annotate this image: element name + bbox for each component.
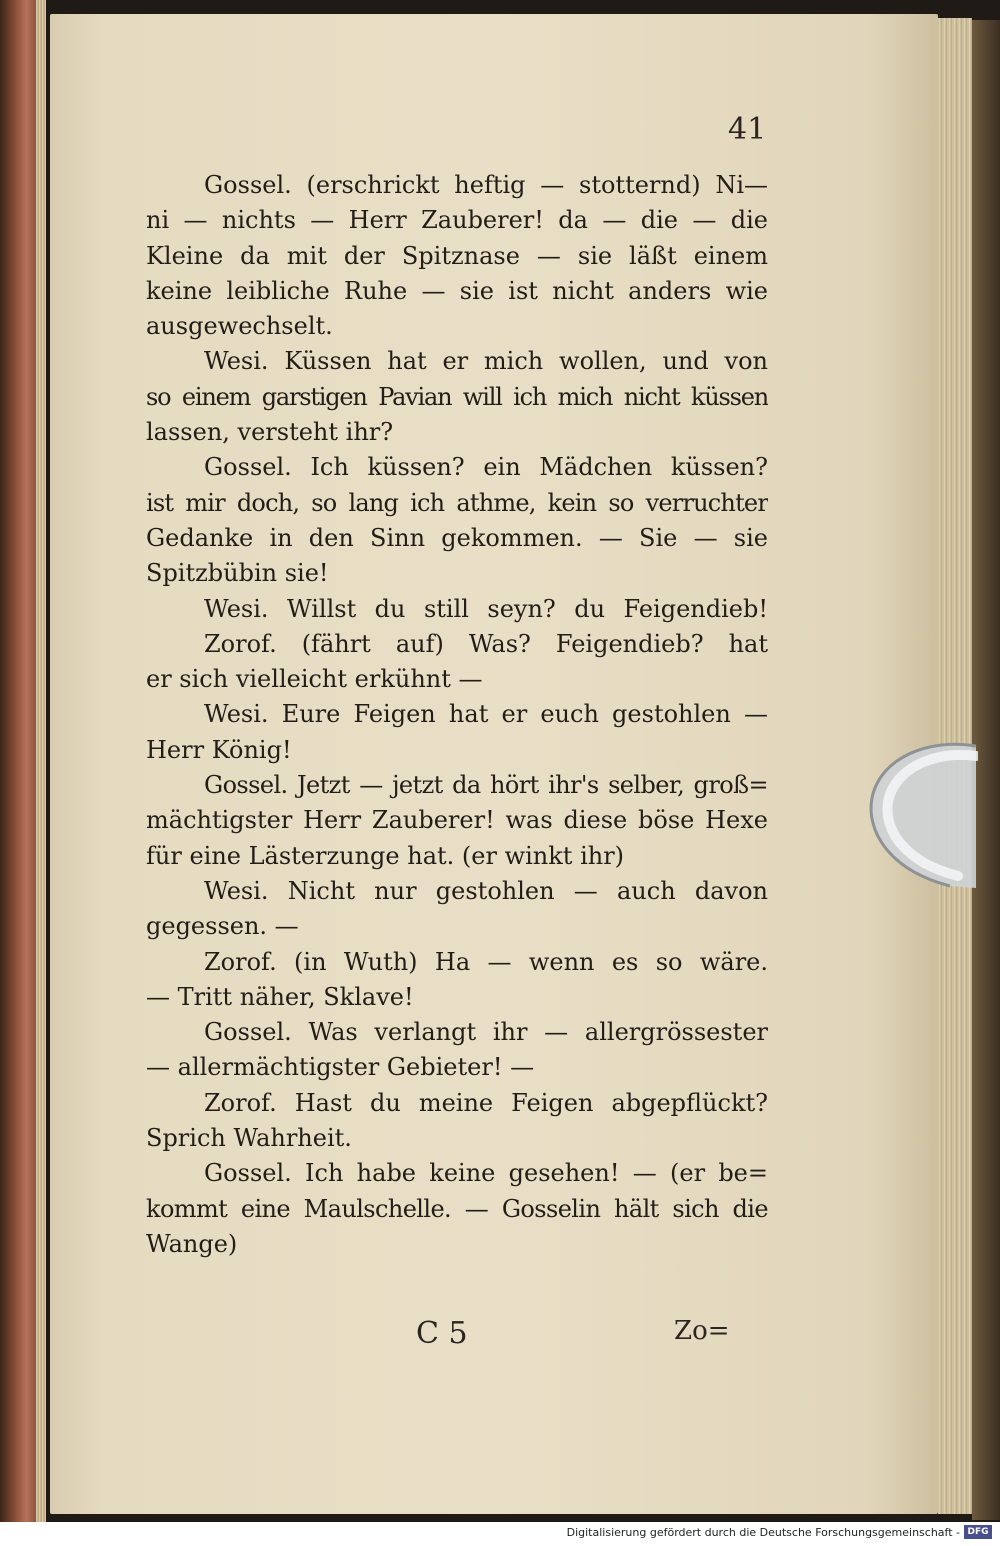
text-line: Zorof. (in Wuth) Ha — wenn es so wäre. [204, 947, 768, 976]
text-line: Wange) [146, 1229, 238, 1258]
catchword: Zo= [674, 1316, 730, 1346]
text-line: Wesi. Küssen hat er mich wollen, und von [204, 347, 768, 376]
text-line: Wesi. Willst du still seyn? du Feigendieb! [204, 594, 768, 623]
funding-credit: Digitalisierung gefördert durch die Deutsche Forschungsgemeinschaft - [566, 1526, 960, 1539]
text-line: ist mir doch, so lang ich athme, kein so verruchter [146, 488, 768, 517]
digitization-footer [0, 1522, 1000, 1546]
page-stack [36, 0, 46, 1522]
text-line: Gossel. Was verlangt ihr — allergrössester [204, 1018, 768, 1047]
text-line: — Tritt näher, Sklave! [146, 982, 414, 1011]
left-page-edge [0, 0, 44, 1522]
text-line: keine leibliche Ruhe — sie ist nicht anders wie [146, 276, 768, 305]
text-line: Wesi. Nicht nur gestohlen — auch davon [204, 876, 768, 905]
text-line: Spitzbübin sie! [146, 559, 329, 588]
dfg-logo: DFG [964, 1525, 992, 1539]
text-line: kommt eine Maulschelle. — Gosselin hält sich die [146, 1194, 768, 1223]
page-text [146, 168, 768, 1262]
text-line: er sich vielleicht erkühnt — [146, 665, 483, 694]
text-line: lassen, versteht ihr? [146, 418, 394, 447]
text-line: Gedanke in den Sinn gekommen. — Sie — sie [146, 523, 768, 552]
text-line: — allermächtigster Gebieter! — [146, 1053, 535, 1082]
page-number: 41 [728, 112, 767, 147]
text-line: ni — nichts — Herr Zauberer! da — die — die [146, 206, 768, 235]
text-line: für eine Lästerzunge hat. (er winkt ihr) [146, 841, 625, 870]
text-line: Sprich Wahrheit. [146, 1124, 352, 1153]
text-line: Gossel. (erschrickt heftig — stotternd) Ni— [204, 171, 768, 199]
page-clip-icon [858, 738, 978, 890]
text-line: mächtigster Herr Zauberer! was diese böse Hexe [146, 806, 768, 835]
text-line: so einem garstigen Pavian will ich mich nicht küssen [146, 382, 768, 411]
text-line: Zorof. Hast du meine Feigen abgepflückt? [204, 1088, 768, 1117]
page-footer [146, 1316, 768, 1356]
text-line: Gossel. Jetzt — jetzt da hört ihr's selber, groß= [204, 771, 768, 800]
text-line: ausgewechselt. [146, 312, 333, 341]
signature-mark: C 5 [416, 1316, 468, 1351]
text-line: Gossel. Ich habe keine gesehen! — (er be= [204, 1159, 768, 1188]
text-line: Gossel. Ich küssen? ein Mädchen küssen? [204, 453, 768, 482]
text-line: Herr König! [146, 735, 292, 764]
text-line: gegessen. — [146, 912, 299, 941]
text-line: Kleine da mit der Spitznase — sie läßt einem [146, 241, 768, 270]
text-line: Wesi. Eure Feigen hat er euch gestohlen — [204, 700, 768, 729]
text-line: Zorof. (fährt auf) Was? Feigendieb? hat [204, 629, 768, 658]
